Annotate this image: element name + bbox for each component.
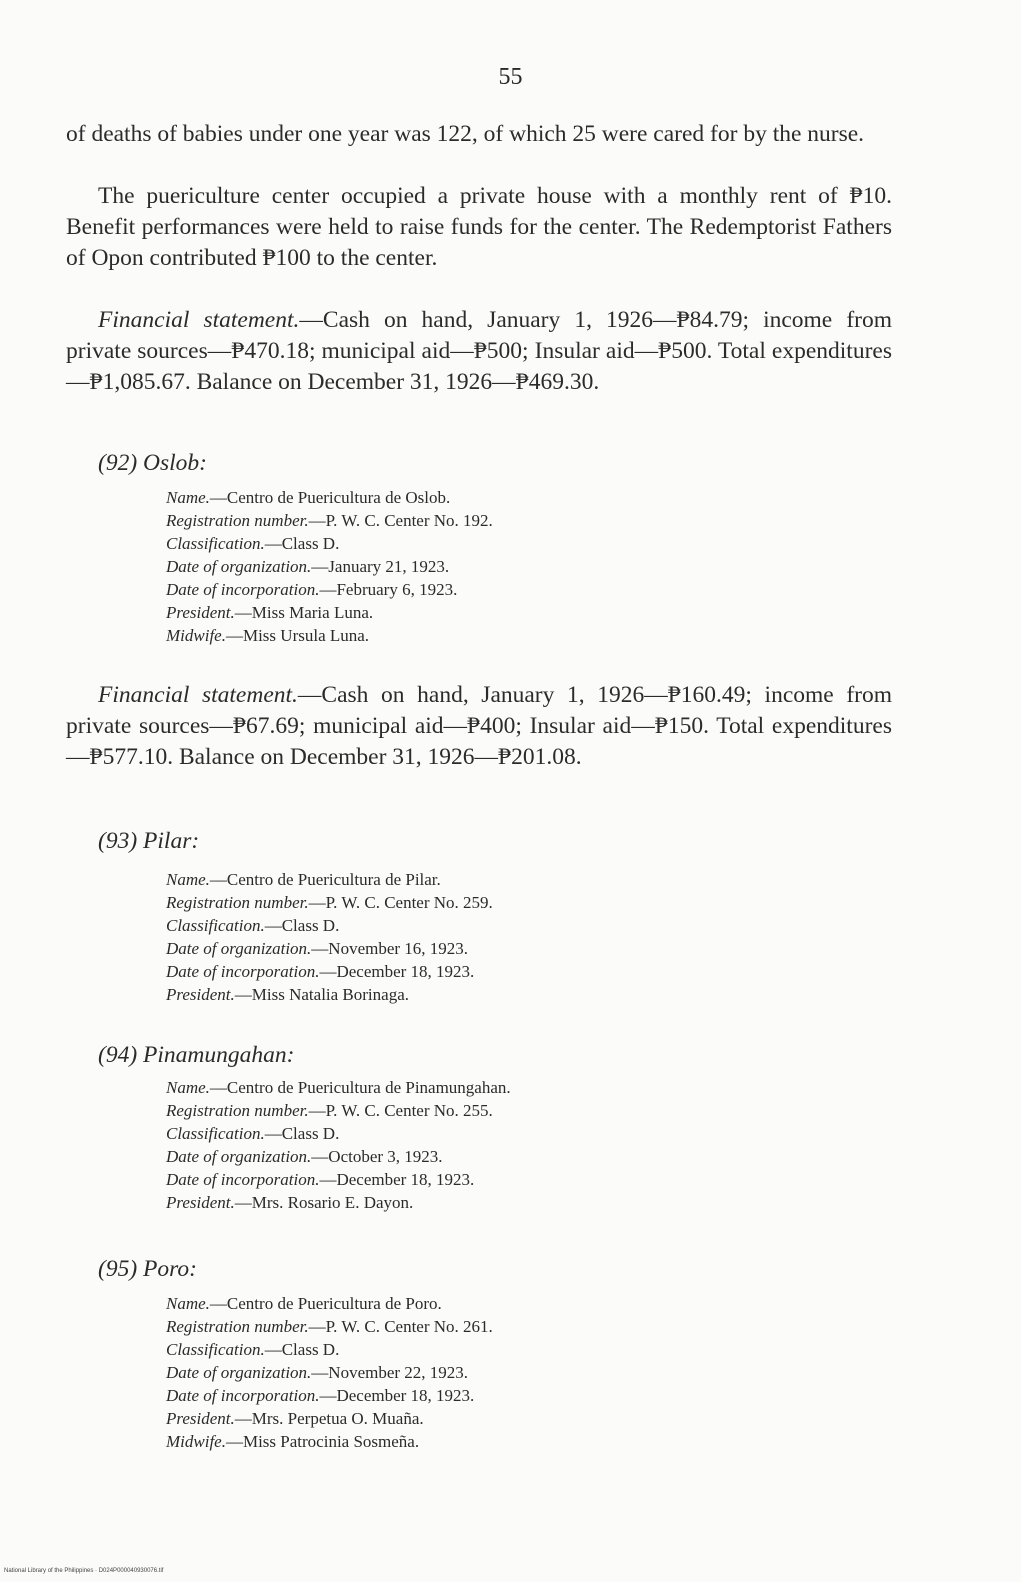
detail-row bbox=[166, 1168, 886, 1191]
detail-value: —Centro de Puericultura de Pinamungahan. bbox=[209, 1078, 511, 1097]
section-heading-poro bbox=[98, 1256, 197, 1283]
section-number: (94) bbox=[98, 1042, 138, 1068]
detail-label: Registration number. bbox=[166, 1101, 309, 1120]
detail-value: —Mrs. Perpetua O. Muaña. bbox=[234, 1409, 424, 1428]
detail-row bbox=[166, 486, 886, 509]
detail-label: Date of organization. bbox=[166, 1147, 312, 1166]
detail-label: Midwife. bbox=[166, 1432, 226, 1451]
detail-value: —P. W. C. Center No. 255. bbox=[308, 1101, 493, 1120]
detail-row bbox=[166, 1361, 886, 1384]
detail-row bbox=[166, 1099, 886, 1122]
section-name: Pilar: bbox=[143, 828, 200, 854]
detail-value: —Centro de Puericultura de Pilar. bbox=[209, 870, 441, 889]
detail-label: Classification. bbox=[166, 1124, 265, 1143]
detail-value: —December 18, 1923. bbox=[319, 1386, 475, 1405]
detail-label: Registration number. bbox=[166, 893, 309, 912]
details-oslob bbox=[166, 486, 886, 647]
detail-label: Date of organization. bbox=[166, 939, 312, 958]
detail-row bbox=[166, 1145, 886, 1168]
detail-label: Date of incorporation. bbox=[166, 1386, 320, 1405]
intro-paragraph-rent: The puericulture center occupied a private house with a monthly rent of ₱10. Benefit performances were held to raise funds for the center. The Redemptorist Fathers of Opon contributed ₱100 to the center. bbox=[66, 183, 892, 271]
detail-row bbox=[166, 509, 886, 532]
detail-label: Registration number. bbox=[166, 1317, 309, 1336]
detail-label: Date of incorporation. bbox=[166, 580, 320, 599]
section-name: Pinamungahan: bbox=[143, 1042, 295, 1068]
detail-row bbox=[166, 891, 886, 914]
detail-label: Name. bbox=[166, 1078, 210, 1097]
detail-value: —Mrs. Rosario E. Dayon. bbox=[234, 1193, 414, 1212]
detail-row bbox=[166, 868, 886, 891]
detail-value: —October 3, 1923. bbox=[311, 1147, 443, 1166]
detail-row bbox=[166, 1384, 886, 1407]
detail-value: —P. W. C. Center No. 261. bbox=[308, 1317, 493, 1336]
detail-label: President. bbox=[166, 603, 235, 622]
section-heading-oslob bbox=[98, 450, 207, 477]
details-poro bbox=[166, 1292, 886, 1453]
detail-row bbox=[166, 1407, 886, 1430]
detail-value: —January 21, 1923. bbox=[311, 557, 450, 576]
section-number: (92) bbox=[98, 450, 138, 476]
detail-label: Registration number. bbox=[166, 511, 309, 530]
financial-statement-label: Financial statement. bbox=[98, 307, 300, 333]
detail-value: —Class D. bbox=[264, 916, 340, 935]
intro-paragraph-continued: of deaths of babies under one year was 122, of which 25 were cared for by the nurse. bbox=[66, 121, 865, 147]
detail-row bbox=[166, 1430, 886, 1453]
section-name: Oslob: bbox=[143, 450, 208, 476]
detail-row bbox=[166, 960, 886, 983]
detail-label: Midwife. bbox=[166, 626, 226, 645]
detail-value: —Class D. bbox=[264, 1124, 340, 1143]
detail-value: —February 6, 1923. bbox=[319, 580, 458, 599]
detail-label: President. bbox=[166, 985, 235, 1004]
financial-statement-label: Financial statement. bbox=[98, 682, 298, 708]
detail-label: President. bbox=[166, 1409, 235, 1428]
detail-value: —Miss Patrocinia Sosmeña. bbox=[225, 1432, 420, 1451]
detail-row bbox=[166, 601, 886, 624]
detail-label: Classification. bbox=[166, 916, 265, 935]
financial-statement-text: —Cash on hand, January 1, 1926—₱160.49; income from private sources—₱67.69; municipal aid—₱400; Insular aid—₱150. Total expenditures—₱577.10. Balance on December 31, 1926—₱201.08. bbox=[66, 682, 892, 770]
detail-row bbox=[166, 914, 886, 937]
page-number: 55 bbox=[498, 64, 523, 90]
detail-value: —November 16, 1923. bbox=[311, 939, 469, 958]
detail-row bbox=[166, 1292, 886, 1315]
intro-financial-statement bbox=[66, 305, 892, 398]
detail-label: Name. bbox=[166, 870, 210, 889]
section-heading-pinamungahan bbox=[98, 1042, 294, 1069]
detail-label: Name. bbox=[166, 488, 210, 507]
detail-value: —December 18, 1923. bbox=[319, 962, 475, 981]
detail-row bbox=[166, 1122, 886, 1145]
detail-row bbox=[166, 555, 886, 578]
detail-value: —P. W. C. Center No. 192. bbox=[308, 511, 493, 530]
scan-footer-caption: National Library of the Philippines · D024P000040930076.tif bbox=[4, 1568, 164, 1574]
detail-value: —November 22, 1923. bbox=[311, 1363, 469, 1382]
detail-row bbox=[166, 983, 886, 1006]
detail-value: —Class D. bbox=[264, 1340, 340, 1359]
detail-label: Classification. bbox=[166, 534, 265, 553]
detail-value: —P. W. C. Center No. 259. bbox=[308, 893, 493, 912]
section-heading-pilar bbox=[98, 828, 199, 855]
detail-row bbox=[166, 532, 886, 555]
detail-value: —Centro de Puericultura de Oslob. bbox=[209, 488, 451, 507]
detail-label: Date of incorporation. bbox=[166, 962, 320, 981]
detail-value: —December 18, 1923. bbox=[319, 1170, 475, 1189]
section-number: (95) bbox=[98, 1256, 138, 1282]
financial-statement-text: —Cash on hand, January 1, 1926—₱84.79; income from private sources—₱470.18; municipal aid—₱500; Insular aid—₱500. Total expenditures—₱1,085.67. Balance on December 31, 1926—₱469.30. bbox=[66, 307, 892, 395]
detail-row bbox=[166, 578, 886, 601]
detail-row bbox=[166, 1315, 886, 1338]
detail-row bbox=[166, 1076, 886, 1099]
details-pinamungahan bbox=[166, 1076, 886, 1214]
detail-row bbox=[166, 624, 886, 647]
oslob-financial-statement bbox=[66, 680, 892, 773]
detail-label: President. bbox=[166, 1193, 235, 1212]
detail-value: —Miss Ursula Luna. bbox=[225, 626, 370, 645]
detail-value: —Miss Maria Luna. bbox=[234, 603, 374, 622]
detail-value: —Class D. bbox=[264, 534, 340, 553]
detail-label: Date of organization. bbox=[166, 1363, 312, 1382]
detail-value: —Centro de Puericultura de Poro. bbox=[209, 1294, 442, 1313]
section-number: (93) bbox=[98, 828, 138, 854]
detail-row bbox=[166, 1338, 886, 1361]
detail-row bbox=[166, 1191, 886, 1214]
details-pilar bbox=[166, 868, 886, 1006]
detail-label: Date of incorporation. bbox=[166, 1170, 320, 1189]
section-name: Poro: bbox=[143, 1256, 197, 1282]
detail-label: Name. bbox=[166, 1294, 210, 1313]
detail-row bbox=[166, 937, 886, 960]
detail-value: —Miss Natalia Borinaga. bbox=[234, 985, 409, 1004]
detail-label: Classification. bbox=[166, 1340, 265, 1359]
detail-label: Date of organization. bbox=[166, 557, 312, 576]
